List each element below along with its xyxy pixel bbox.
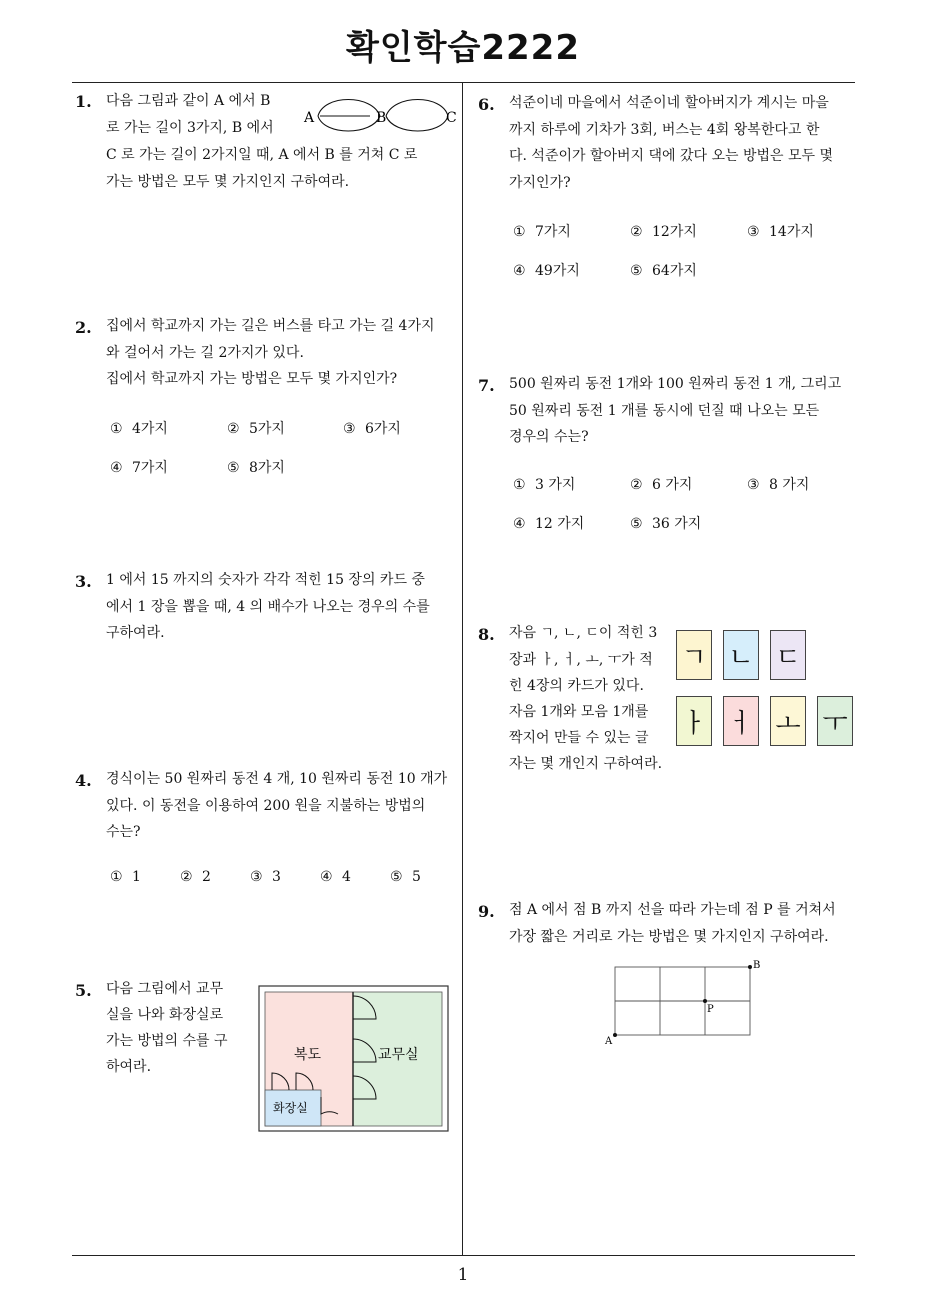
point-c-label: C: [446, 110, 457, 126]
question-line: 점 A 에서 점 B 까지 선을 따라 가는데 점 P 를 거쳐서: [509, 902, 836, 918]
option-4[interactable]: ④ 4: [320, 869, 351, 885]
question-line: C 로 가는 길이 2가지일 때, A 에서 B 를 거쳐 C 로: [106, 147, 418, 163]
question-line: 자음 ㄱ, ㄴ, ㄷ이 적힌 3: [509, 625, 658, 641]
question-line: 까지 하루에 기차가 3회, 버스는 4회 왕복한다고 한: [509, 122, 820, 138]
column-divider: [462, 82, 463, 1256]
restroom-label: 화장실: [273, 1101, 308, 1115]
question-number: 1.: [75, 92, 92, 111]
question-number: 2.: [75, 318, 92, 337]
question-line: 1 에서 15 까지의 숫자가 각각 적힌 15 장의 카드 중: [106, 572, 425, 588]
consonant-card: ㄷ: [770, 630, 806, 680]
option-1[interactable]: ① 3 가지: [513, 477, 576, 493]
question-line: 자는 몇 개인지 구하여라.: [509, 756, 663, 772]
question-line: 자음 1개와 모음 1개를: [509, 704, 649, 720]
question-line: 가는 방법은 모두 몇 가지인지 구하여라.: [106, 174, 350, 190]
question-line: 로 가는 길이 3가지, B 에서: [106, 120, 274, 136]
question-line: 실을 나와 화장실로: [106, 1007, 224, 1023]
question-number: 6.: [478, 95, 495, 114]
question-line: 수는?: [106, 824, 141, 840]
question-line: 집에서 학교까지 가는 길은 버스를 타고 가는 길 4가지: [106, 318, 435, 334]
vowel-card: ㅗ: [770, 696, 806, 746]
question-line: 가는 방법의 수를 구: [106, 1033, 228, 1049]
option-3[interactable]: ③ 6가지: [343, 421, 401, 437]
option-1[interactable]: ① 1: [110, 869, 141, 885]
option-5[interactable]: ⑤ 8가지: [227, 460, 285, 476]
option-3[interactable]: ③ 8 가지: [747, 477, 810, 493]
option-5[interactable]: ⑤ 36 가지: [630, 516, 702, 532]
question-line: 구하여라.: [106, 625, 165, 641]
question-line: 에서 1 장을 뽑을 때, 4 의 배수가 나오는 경우의 수를: [106, 599, 430, 615]
vowel-card: ㅜ: [817, 696, 853, 746]
option-2[interactable]: ② 6 가지: [630, 477, 693, 493]
question-line: 힌 4장의 카드가 있다.: [509, 678, 644, 694]
hallway-label: 복도: [294, 1047, 322, 1063]
question-number: 4.: [75, 771, 92, 790]
question-line: 장과 ㅏ, ㅓ, ㅗ, ㅜ가 적: [509, 652, 653, 668]
option-4[interactable]: ④ 7가지: [110, 460, 168, 476]
option-1[interactable]: ① 7가지: [513, 224, 571, 240]
question-line: 경우의 수는?: [509, 429, 589, 445]
bottom-rule: [72, 1255, 855, 1256]
top-rule: [72, 82, 855, 83]
option-4[interactable]: ④ 12 가지: [513, 516, 585, 532]
option-1[interactable]: ① 4가지: [110, 421, 168, 437]
grid-path-diagram: [600, 955, 770, 1050]
question-line: 50 원짜리 동전 1 개를 동시에 던질 때 나오는 모든: [509, 403, 820, 419]
vowel-card: ㅏ: [676, 696, 712, 746]
point-p-label: P: [707, 1004, 714, 1015]
option-3[interactable]: ③ 3: [250, 869, 281, 885]
question-line: 가장 짧은 거리로 가는 방법은 몇 가지인지 구하여라.: [509, 929, 829, 945]
point-a-label: A: [304, 110, 315, 126]
option-2[interactable]: ② 5가지: [227, 421, 285, 437]
question-line: 다. 석준이가 할아버지 댁에 갔다 오는 방법은 모두 몇: [509, 148, 834, 164]
question-line: 석준이네 마을에서 석준이네 할아버지가 계시는 마을: [509, 95, 829, 111]
question-number: 3.: [75, 572, 92, 591]
question-line: 경식이는 50 원짜리 동전 4 개, 10 원짜리 동전 10 개가: [106, 771, 448, 787]
page-number: 1: [457, 1265, 469, 1285]
question-number: 5.: [75, 981, 92, 1000]
point-a-label: A: [605, 1036, 613, 1047]
office-label: 교무실: [378, 1047, 419, 1063]
question-line: 집에서 학교까지 가는 방법은 모두 몇 가지인가?: [106, 371, 398, 387]
floor-plan-diagram: [258, 985, 450, 1133]
consonant-card: ㄱ: [676, 630, 712, 680]
option-3[interactable]: ③ 14가지: [747, 224, 814, 240]
option-4[interactable]: ④ 49가지: [513, 263, 580, 279]
point-b-label: B: [376, 110, 387, 126]
question-line: 있다. 이 동전을 이용하여 200 원을 지불하는 방법의: [106, 798, 426, 814]
consonant-card: ㄴ: [723, 630, 759, 680]
point-a-dot: [613, 1033, 617, 1037]
point-b-dot: [748, 965, 752, 969]
option-2[interactable]: ② 12가지: [630, 224, 697, 240]
question-line: 다음 그림에서 교무: [106, 981, 224, 997]
vowel-card: ㅓ: [723, 696, 759, 746]
option-5[interactable]: ⑤ 64가지: [630, 263, 697, 279]
question-line: 짝지어 만들 수 있는 글: [509, 730, 649, 746]
question-line: 다음 그림과 같이 A 에서 B: [106, 93, 271, 109]
path-diagram: [298, 92, 460, 134]
question-number: 8.: [478, 625, 495, 644]
option-5[interactable]: ⑤ 5: [390, 869, 421, 885]
question-number: 7.: [478, 376, 495, 395]
point-p-dot: [703, 999, 707, 1003]
question-line: 500 원짜리 동전 1개와 100 원짜리 동전 1 개, 그리고: [509, 376, 842, 392]
question-line: 가지인가?: [509, 175, 571, 191]
point-b-label: B: [753, 960, 761, 971]
question-line: 하여라.: [106, 1059, 152, 1075]
question-number: 9.: [478, 902, 495, 921]
option-2[interactable]: ② 2: [180, 869, 211, 885]
question-line: 와 걸어서 가는 길 2가지가 있다.: [106, 345, 304, 361]
page-title: 확인학습2222: [345, 28, 580, 68]
